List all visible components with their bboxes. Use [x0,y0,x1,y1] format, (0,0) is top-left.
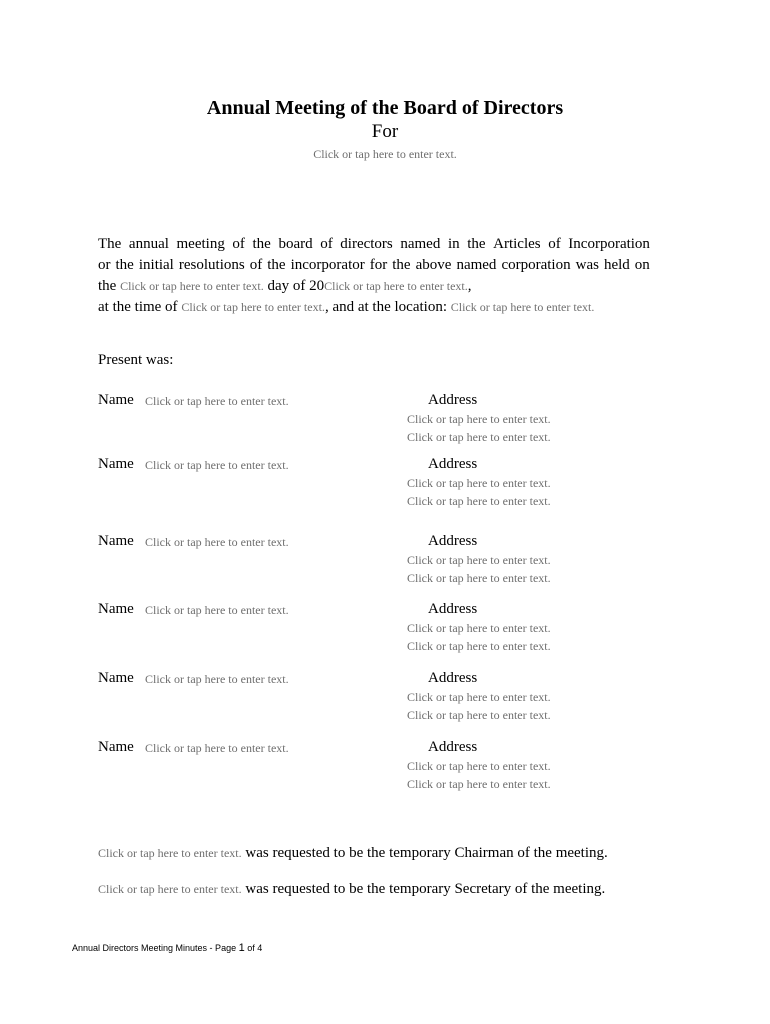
paragraph-word: Incorporation [568,236,650,252]
paragraph-word: of [548,236,561,252]
address-label: Address [428,739,478,755]
secretary-field[interactable]: Click or tap here to enter text. [98,882,242,896]
paragraph-word: the [115,257,134,273]
paragraph-word: of [232,236,245,252]
location-field[interactable]: Click or tap here to enter text. [450,300,595,314]
member-name-field[interactable]: Click or tap here to enter text. [145,741,289,755]
footer-total: of 4 [247,943,263,953]
paragraph-word: above [415,257,452,273]
name-label: Name [98,456,134,472]
paragraph-word: in [447,236,460,252]
member-name-field[interactable]: Click or tap here to enter text. [145,672,289,686]
address-label: Address [428,392,478,408]
year-prefix-text: 20 [309,278,325,294]
paragraph-word: directors [340,236,393,252]
member-address-line1-field[interactable]: Click or tap here to enter text. [407,412,551,426]
paragraph-word: on [634,257,650,273]
member-address-line2-field[interactable]: Click or tap here to enter text. [407,430,551,444]
time-of-text: at the time of [98,299,178,315]
day-field[interactable]: Click or tap here to enter text. [120,279,264,293]
address-label: Address [428,670,478,686]
paragraph-word: incorporator [290,257,365,273]
paragraph-word: corporation [501,257,571,273]
paragraph-line-1 [98,234,650,255]
paragraph-word: meeting [176,236,225,252]
paragraph-word: the [467,236,486,252]
member-address-line1-field[interactable]: Click or tap here to enter text. [407,759,551,773]
paragraph-word: the [252,236,271,252]
name-label: Name [98,392,134,408]
paragraph-line-4 [98,297,650,318]
member-address-line1-field[interactable]: Click or tap here to enter text. [407,621,551,635]
member-address-line2-field[interactable]: Click or tap here to enter text. [407,494,551,508]
paragraph-word: Articles [493,236,541,252]
member-address-line2-field[interactable]: Click or tap here to enter text. [407,777,551,791]
name-label: Name [98,601,134,617]
member-address-line1-field[interactable]: Click or tap here to enter text. [407,553,551,567]
paragraph-word: The [98,236,122,252]
footer-page-number: 1 [238,942,245,954]
paragraph-word: held [603,257,630,273]
address-label: Address [428,601,478,617]
paragraph-word: or [98,257,111,273]
member-address-line2-field[interactable]: Click or tap here to enter text. [407,708,551,722]
address-label: Address [428,533,478,549]
time-field[interactable]: Click or tap here to enter text. [181,300,325,314]
footer-label: Annual Directors Meeting Minutes - Page [72,943,237,953]
member-name-field[interactable]: Click or tap here to enter text. [145,603,289,617]
location-text: , and at the location: [324,299,447,315]
document-title: Annual Meeting of the Board of Directors [206,97,564,119]
name-label: Name [98,670,134,686]
paragraph-word: initial [138,257,174,273]
the-text: the [98,278,117,294]
member-address-line1-field[interactable]: Click or tap here to enter text. [407,690,551,704]
company-name-field[interactable]: Click or tap here to enter text. [313,147,457,161]
paragraph-word: the [392,257,411,273]
paragraph-word: of [249,257,263,273]
chairman-sentence [98,845,608,862]
paragraph-word: named [400,236,441,252]
secretary-text: was requested to be the temporary Secretary of the meeting. [245,881,606,897]
member-address-line1-field[interactable]: Click or tap here to enter text. [407,476,551,490]
paragraph-word: resolutions [178,257,245,273]
paragraph-word: of [320,236,333,252]
for-label: For [371,121,399,142]
member-name-field[interactable]: Click or tap here to enter text. [145,458,289,472]
name-label: Name [98,739,134,755]
paragraph-word: annual [128,236,169,252]
chairman-text: was requested to be the temporary Chairman of the meeting. [245,845,608,861]
paragraph-word: was [575,257,599,273]
paragraph-line-3 [98,276,650,297]
paragraph-word: the [267,257,286,273]
member-address-line2-field[interactable]: Click or tap here to enter text. [407,639,551,653]
page-footer [72,942,262,954]
member-name-field[interactable]: Click or tap here to enter text. [145,394,289,408]
paragraph-word: named [456,257,497,273]
day-of-text: day of [267,278,306,294]
name-label: Name [98,533,134,549]
member-address-line2-field[interactable]: Click or tap here to enter text. [407,571,551,585]
comma-text: , [467,278,472,294]
chairman-field[interactable]: Click or tap here to enter text. [98,846,242,860]
month-year-field[interactable]: Click or tap here to enter text. [324,279,468,293]
member-name-field[interactable]: Click or tap here to enter text. [145,535,289,549]
address-label: Address [428,456,478,472]
paragraph-word: board [278,236,313,252]
secretary-sentence [98,881,605,898]
present-heading: Present was: [98,352,174,368]
paragraph-line-2 [98,255,650,276]
paragraph-word: for [369,257,388,273]
